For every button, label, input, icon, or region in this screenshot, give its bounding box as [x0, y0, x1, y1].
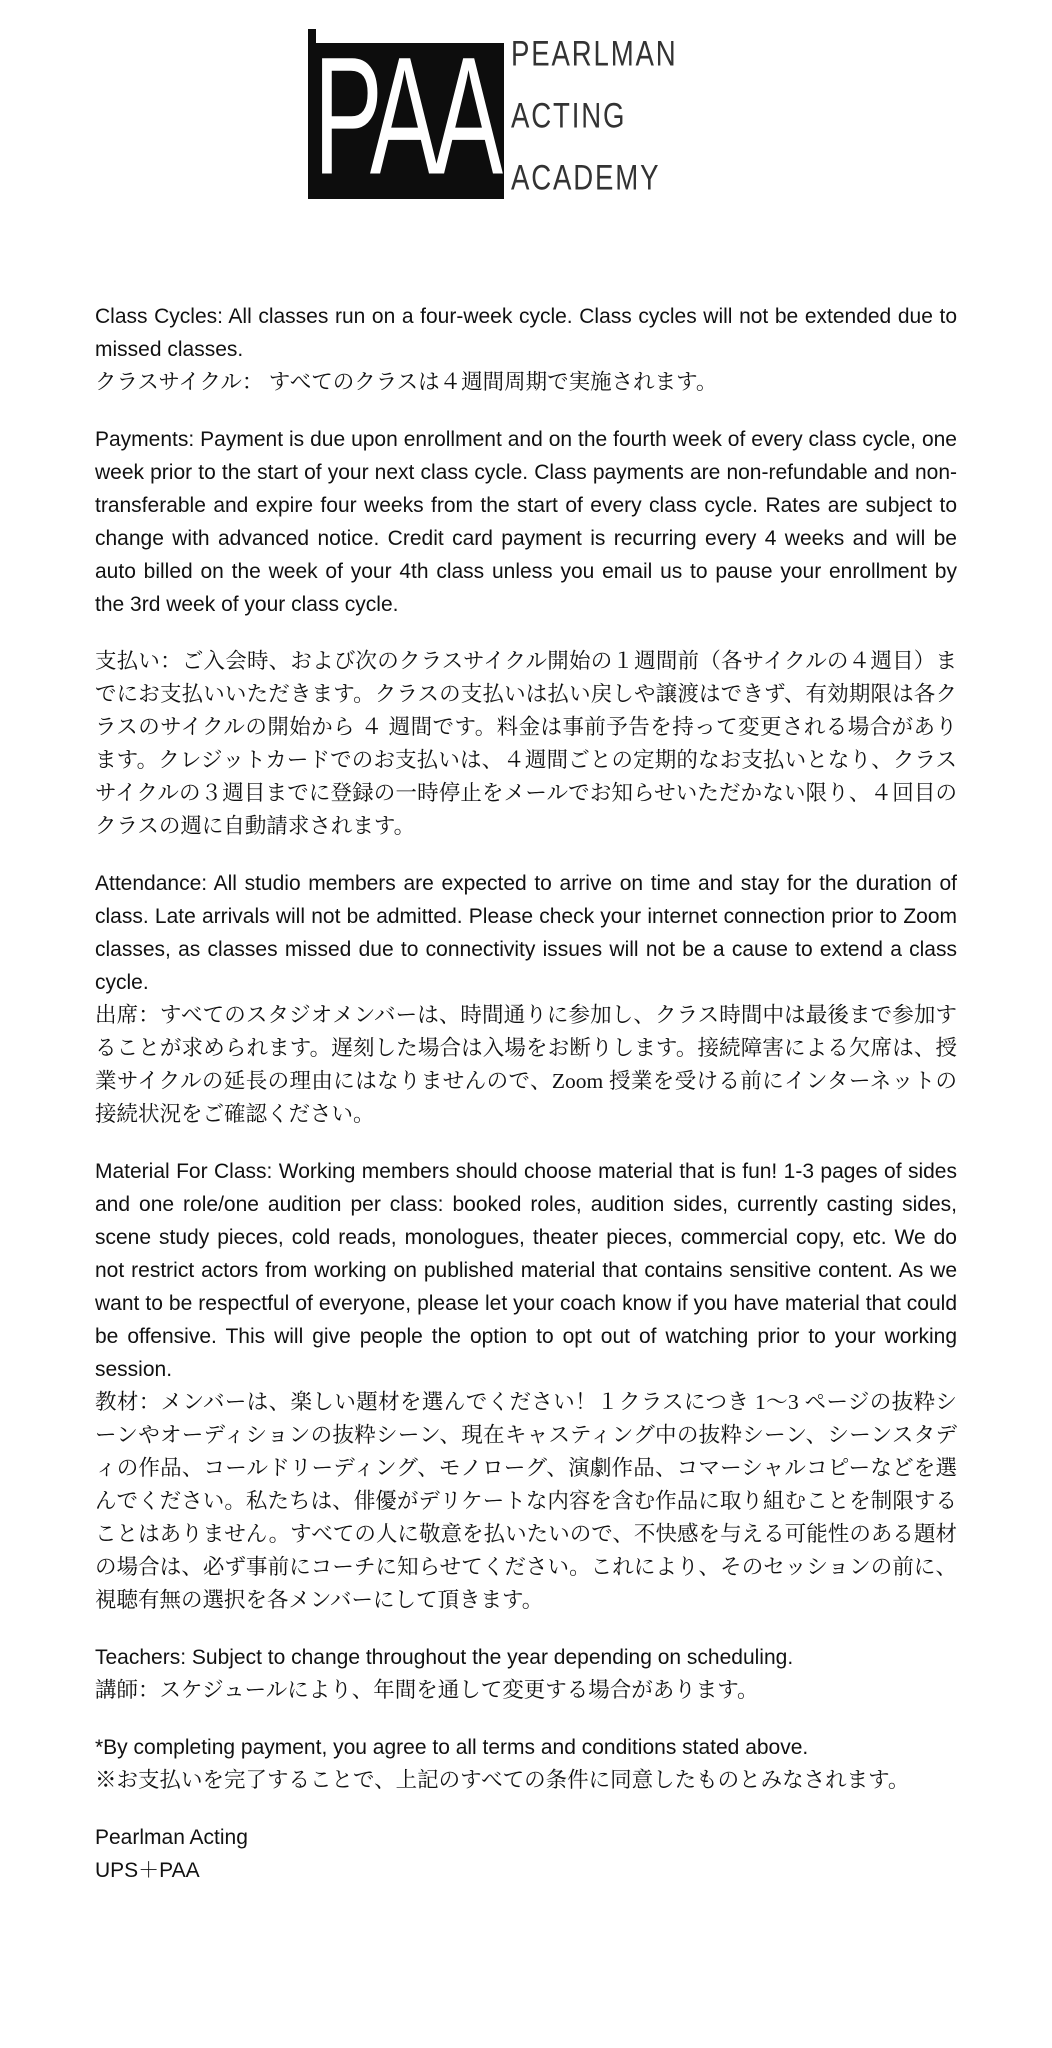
signature-line-2: UPS＋PAA	[95, 1859, 200, 1882]
section-signature	[95, 1821, 957, 1887]
section-agreement	[95, 1731, 957, 1797]
logo	[0, 0, 1026, 211]
class-cycles-text-en: Class Cycles: All classes run on a four-week cycle. Class cycles will not be extended due to missed classes.	[95, 305, 957, 361]
teachers-text-ja: 講師：スケジュールにより、年間を通して変更する場合があります。	[95, 1678, 759, 1702]
agreement-text-ja: ※お支払いを完了することで、上記のすべての条件に同意したものとみなされます。	[95, 1768, 910, 1792]
logo-name-line-academy: ACADEMY	[510, 158, 661, 198]
signature-line-1: Pearlman Acting	[95, 1826, 248, 1849]
agreement-text-en: *By completing payment, you agree to all terms and conditions stated above.	[95, 1736, 809, 1759]
terms-document	[95, 300, 957, 1887]
section-attendance	[95, 867, 957, 1131]
logo-acronym: PAA	[313, 23, 499, 211]
payments-text-ja: 支払い：ご入会時、および次のクラスサイクル開始の１週間前（各サイクルの４週目）までにお支払いいただきます。クラスの支払いは払い戻しや譲渡はできず、有効期限は各クラスのサイクルの開始から ４ 週間です。料金は事前予告を持って変更される場合があります。クレジットカードでのお支払いは、４週間ごとの定期的なお支払いとなり、クラスサイクルの３週目までに登録の一時停止をメールでお知らせいただかない限り、４回目のクラスの週に自動請求されます。	[95, 649, 957, 838]
section-material	[95, 1155, 957, 1617]
section-teachers	[95, 1641, 957, 1707]
attendance-text-ja: 出席：すべてのスタジオメンバーは、時間通りに参加し、クラス時間中は最後まで参加することが求められます。遅刻した場合は入場をお断りします。接続障害による欠席は、授業サイクルの延長の理由にはなりませんので、Zoom 授業を受ける前にインターネットの接続状況をご確認ください。	[95, 1003, 957, 1126]
logo-name-line-pearlman: PEARLMAN	[510, 34, 678, 74]
material-text-en: Material For Class: Working members should choose material that is fun! 1-3 pages of sides and one role/one audition per class: booked roles, audition sides, currently casting sides, scene study pieces, cold reads, monologues, theater pieces, commercial copy, etc. We do not restrict actors from working on published material that contains sensitive content. As we want to be respectful of everyone, please let your coach know if you have material that could be offensive. This will give people the option to opt out of watching prior to your working session.	[95, 1160, 957, 1381]
logo-box	[308, 23, 504, 211]
material-text-ja: 教材：メンバーは、楽しい題材を選んでください！１クラスにつき 1〜3 ページの抜粋シーンやオーディションの抜粋シーン、現在キャスティング中の抜粋シーン、シーンスタディの作品、コールドリーディング、モノローグ、演劇作品、コマーシャルコピーなどを選んでください。私たちは、俳優がデリケートな内容を含む作品に取り組むことを制限することはありません。すべての人に敬意を払いたいので、不快感を与える可能性のある題材の場合は、必ず事前にコーチに知らせてください。これにより、そのセッションの前に、視聴有無の選択を各メンバーにして頂きます。	[95, 1390, 957, 1612]
attendance-text-en: Attendance: All studio members are expected to arrive on time and stay for the duration of class. Late arrivals will not be admitted. Please check your internet connection prior to Zoom classes, as classes missed due to connectivity issues will not be a cause to extend a class cycle.	[95, 872, 957, 994]
section-class-cycles	[95, 300, 957, 399]
paa-logo	[308, 23, 692, 211]
logo-name	[510, 34, 692, 204]
teachers-text-en: Teachers: Subject to change throughout the year depending on scheduling.	[95, 1646, 794, 1669]
logo-name-line-acting: ACTING	[510, 96, 627, 136]
section-payments-en	[95, 423, 957, 621]
class-cycles-text-ja: クラスサイクル： すべてのクラスは４週間周期で実施されます。	[95, 370, 718, 394]
payments-text-en: Payments: Payment is due upon enrollment and on the fourth week of every class cycle, one week prior to the start of your next class cycle. Class payments are non-refundable and non-transferable and expire four weeks from the start of every class cycle. Rates are subject to change with advanced notice. Credit card payment is recurring every 4 weeks and will be auto billed on the week of your 4th class unless you email us to pause your enrollment by the 3rd week of your class cycle.	[95, 428, 957, 616]
section-payments-ja	[95, 645, 957, 843]
